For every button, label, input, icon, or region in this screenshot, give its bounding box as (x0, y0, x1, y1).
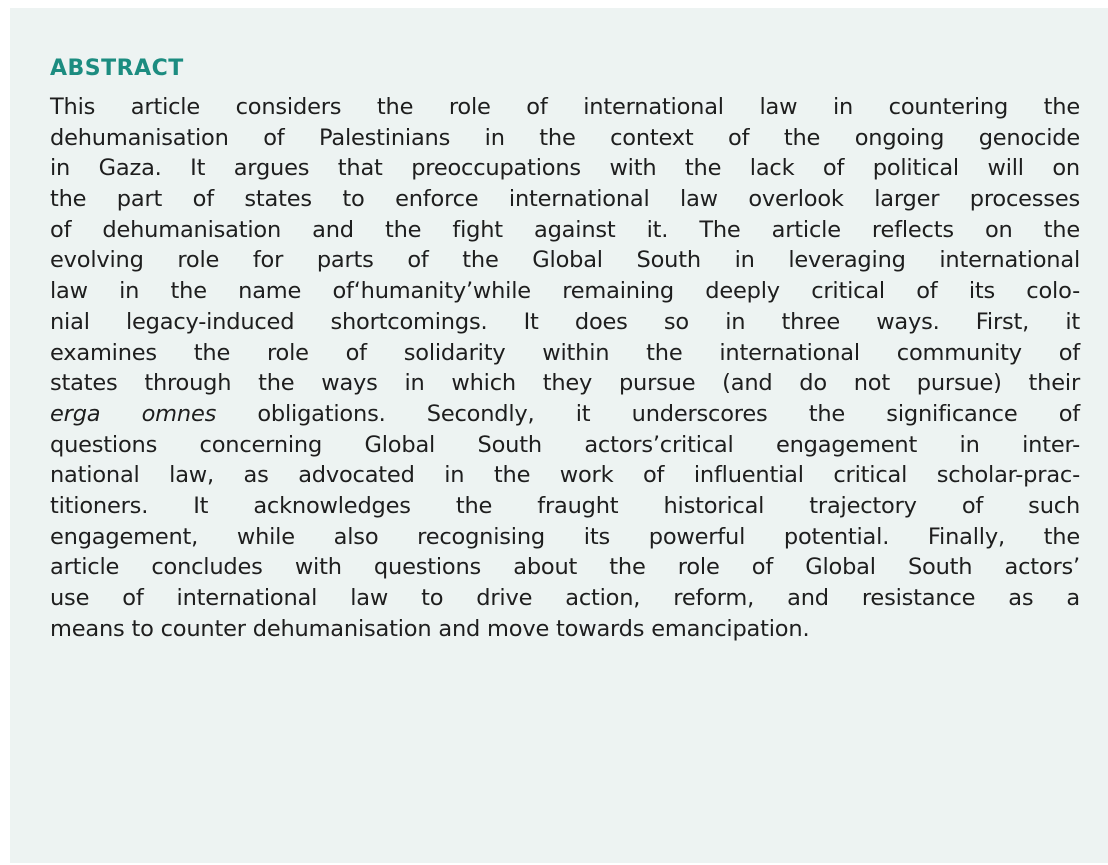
abstract-panel (10, 8, 1108, 863)
abstract-body (50, 92, 1080, 644)
abstract-line: questions concerning Global South actors’critical engagement in inter- (50, 431, 1080, 458)
abstract-line: the part of states to enforce international law overlook larger processes (50, 186, 1080, 213)
italic-term: erga omnes (50, 400, 217, 427)
abstract-line: article concludes with questions about the role of Global South actors’ (50, 554, 1080, 581)
abstract-heading: ABSTRACT (50, 56, 184, 81)
abstract-line-last: means to counter dehumanisation and move towards emancipation. (50, 615, 810, 642)
abstract-line: in Gaza. It argues that preoccupations with the lack of political will on (50, 155, 1080, 182)
abstract-line: law in the name of‘humanity’while remaining deeply critical of its colo- (50, 278, 1080, 305)
abstract-line-erga-omnes (50, 399, 1080, 430)
abstract-line: evolving role for parts of the Global South in leveraging international (50, 247, 1080, 274)
abstract-line: states through the ways in which they pursue (and do not pursue) their (50, 370, 1080, 397)
abstract-line-rest: obligations. Secondly, it underscores the significance of (216, 400, 1080, 427)
abstract-line: dehumanisation of Palestinians in the context of the ongoing genocide (50, 124, 1080, 151)
abstract-line: This article considers the role of international law in countering the (50, 94, 1080, 120)
abstract-line: examines the role of solidarity within the international community of (50, 339, 1080, 366)
abstract-line: use of international law to drive action, reform, and resistance as a (50, 585, 1080, 611)
abstract-line: titioners. It acknowledges the fraught historical trajectory of such (50, 492, 1080, 519)
abstract-line: nial legacy-induced shortcomings. It does so in three ways. First, it (50, 308, 1080, 335)
abstract-line: of dehumanisation and the fight against it. The article reflects on the (50, 216, 1080, 243)
abstract-line: national law, as advocated in the work of influential critical scholar-prac- (50, 462, 1080, 489)
abstract-line: engagement, while also recognising its powerful potential. Finally, the (50, 523, 1080, 550)
